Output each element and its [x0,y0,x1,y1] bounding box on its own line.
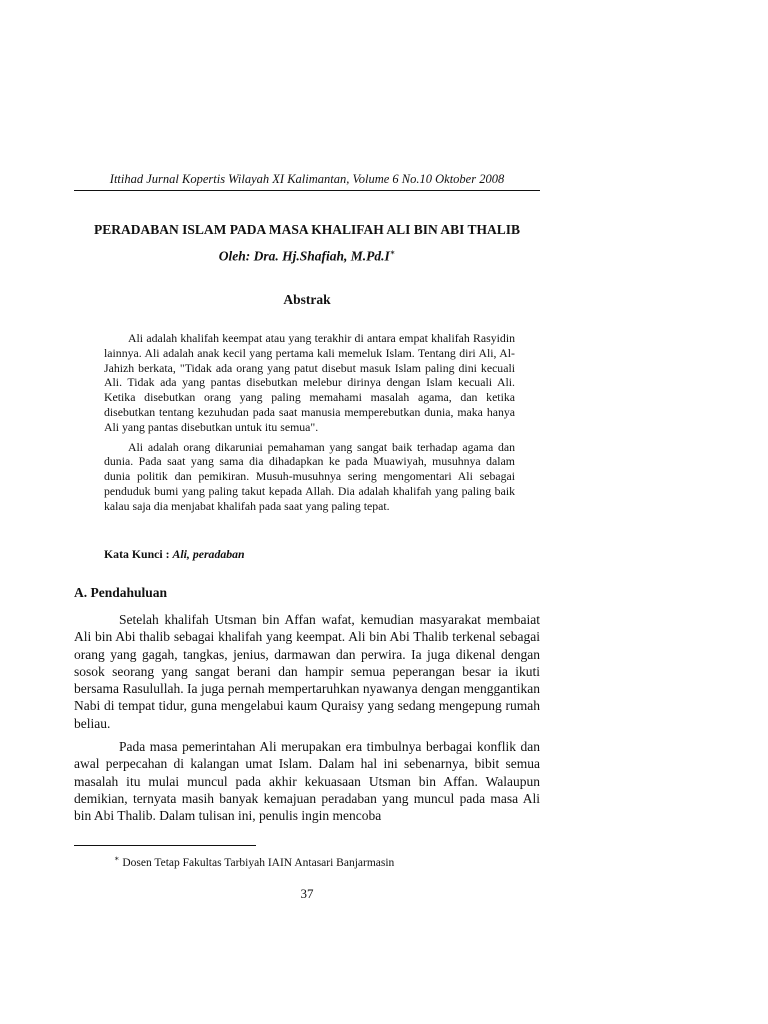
author-footnote-mark: ∗ [389,248,396,257]
footnote-text: Dosen Tetap Fakultas Tarbiyah IAIN Antasari Banjarmasin [122,856,395,869]
footnote [114,854,394,869]
article-title: PERADABAN ISLAM PADA MASA KHALIFAH ALI BIN ABI THALIB [93,222,521,237]
abstract-heading: Abstrak [283,292,331,307]
keywords-label: Kata Kunci : [104,547,170,561]
abstract-paragraph: Ali adalah orang dikaruniai pemahaman yang sangat baik terhadap agama dan dunia. Pada saat yang sama dia dihadapkan ke pada Muawiyah, musuhnya dalam dunia politik dan pemikiran. Musuh-musuhnya sering mengomentari Ali sebagai penduduk bumi yang paling takut kepada Allah. Dia adalah khalifah yang paling baik kalau saja dia menjabat khalifah pada saat yang paling tepat. [104,439,515,513]
footnote-divider [74,845,256,846]
footnote-mark: ∗ [114,854,120,863]
section-heading: A. Pendahuluan [74,585,168,600]
page-number: 37 [300,886,314,901]
running-header: Ittihad Jurnal Kopertis Wilayah XI Kalimantan, Volume 6 No.10 Oktober 2008 [74,172,540,191]
abstract-paragraph: Ali adalah khalifah keempat atau yang terakhir di antara empat khalifah Rasyidin lainnya. Ali adalah anak kecil yang pertama kali memeluk Islam. Tentang diri Ali, Al-Jahizh berkata, "Tidak ada orang yang patut disebut masuk Islam paling dini kecuali Ali. Tidak ada yang pantas disebutkan melebur dirinya dengan Islam kecuali Ali. Ketika disebutkan orang yang paling memahami masalah agama, dan ketika disebutkan tentang kezuhudan pada saat manusia memperebutkan dunia, maka hanya Ali yang pantas disebutkan untuk itu semua". [104,331,515,434]
section-body [74,611,540,831]
author-name: Oleh: Dra. Hj.Shafiah, M.Pd.I [218,248,390,264]
body-paragraph: Setelah khalifah Utsman bin Affan wafat, kemudian masyarakat membaiat Ali bin Abi thalib sebagai khalifah yang keempat. Ali bin Abi Thalib terkenal sebagai orang yang gagah, tangkas, jenius, darmawan dan perwira. Ia juga dikenal dengan sosok seorang yang sangat berani dan hampir semua peperangan besar ia ikuti bersama Rasulullah. Ia juga pernah mempertaruhkan nyawanya dengan menggantikan Nabi di tempat tidur, guna mengelabui kaum Quraisy yang sedang mengepung rumah beliau. [74,612,540,731]
body-paragraph: Pada masa pemerintahan Ali merupakan era timbulnya berbagai konflik dan awal perpecahan di kalangan umat Islam. Dalam hal ini sebenarnya, bibit semua masalah itu mulai muncul pada akhir kekuasaan Utsman bin Affan. Walaupun demikian, ternyata masih banyak kemajuan peradaban yang muncul pada masa Ali bin Abi Thalib. Dalam tulisan ini, penulis ingin mencoba [74,739,540,824]
abstract-body [104,331,515,519]
keywords-value: Ali, peradaban [172,547,245,561]
article-author [74,247,540,265]
keywords [104,547,245,562]
